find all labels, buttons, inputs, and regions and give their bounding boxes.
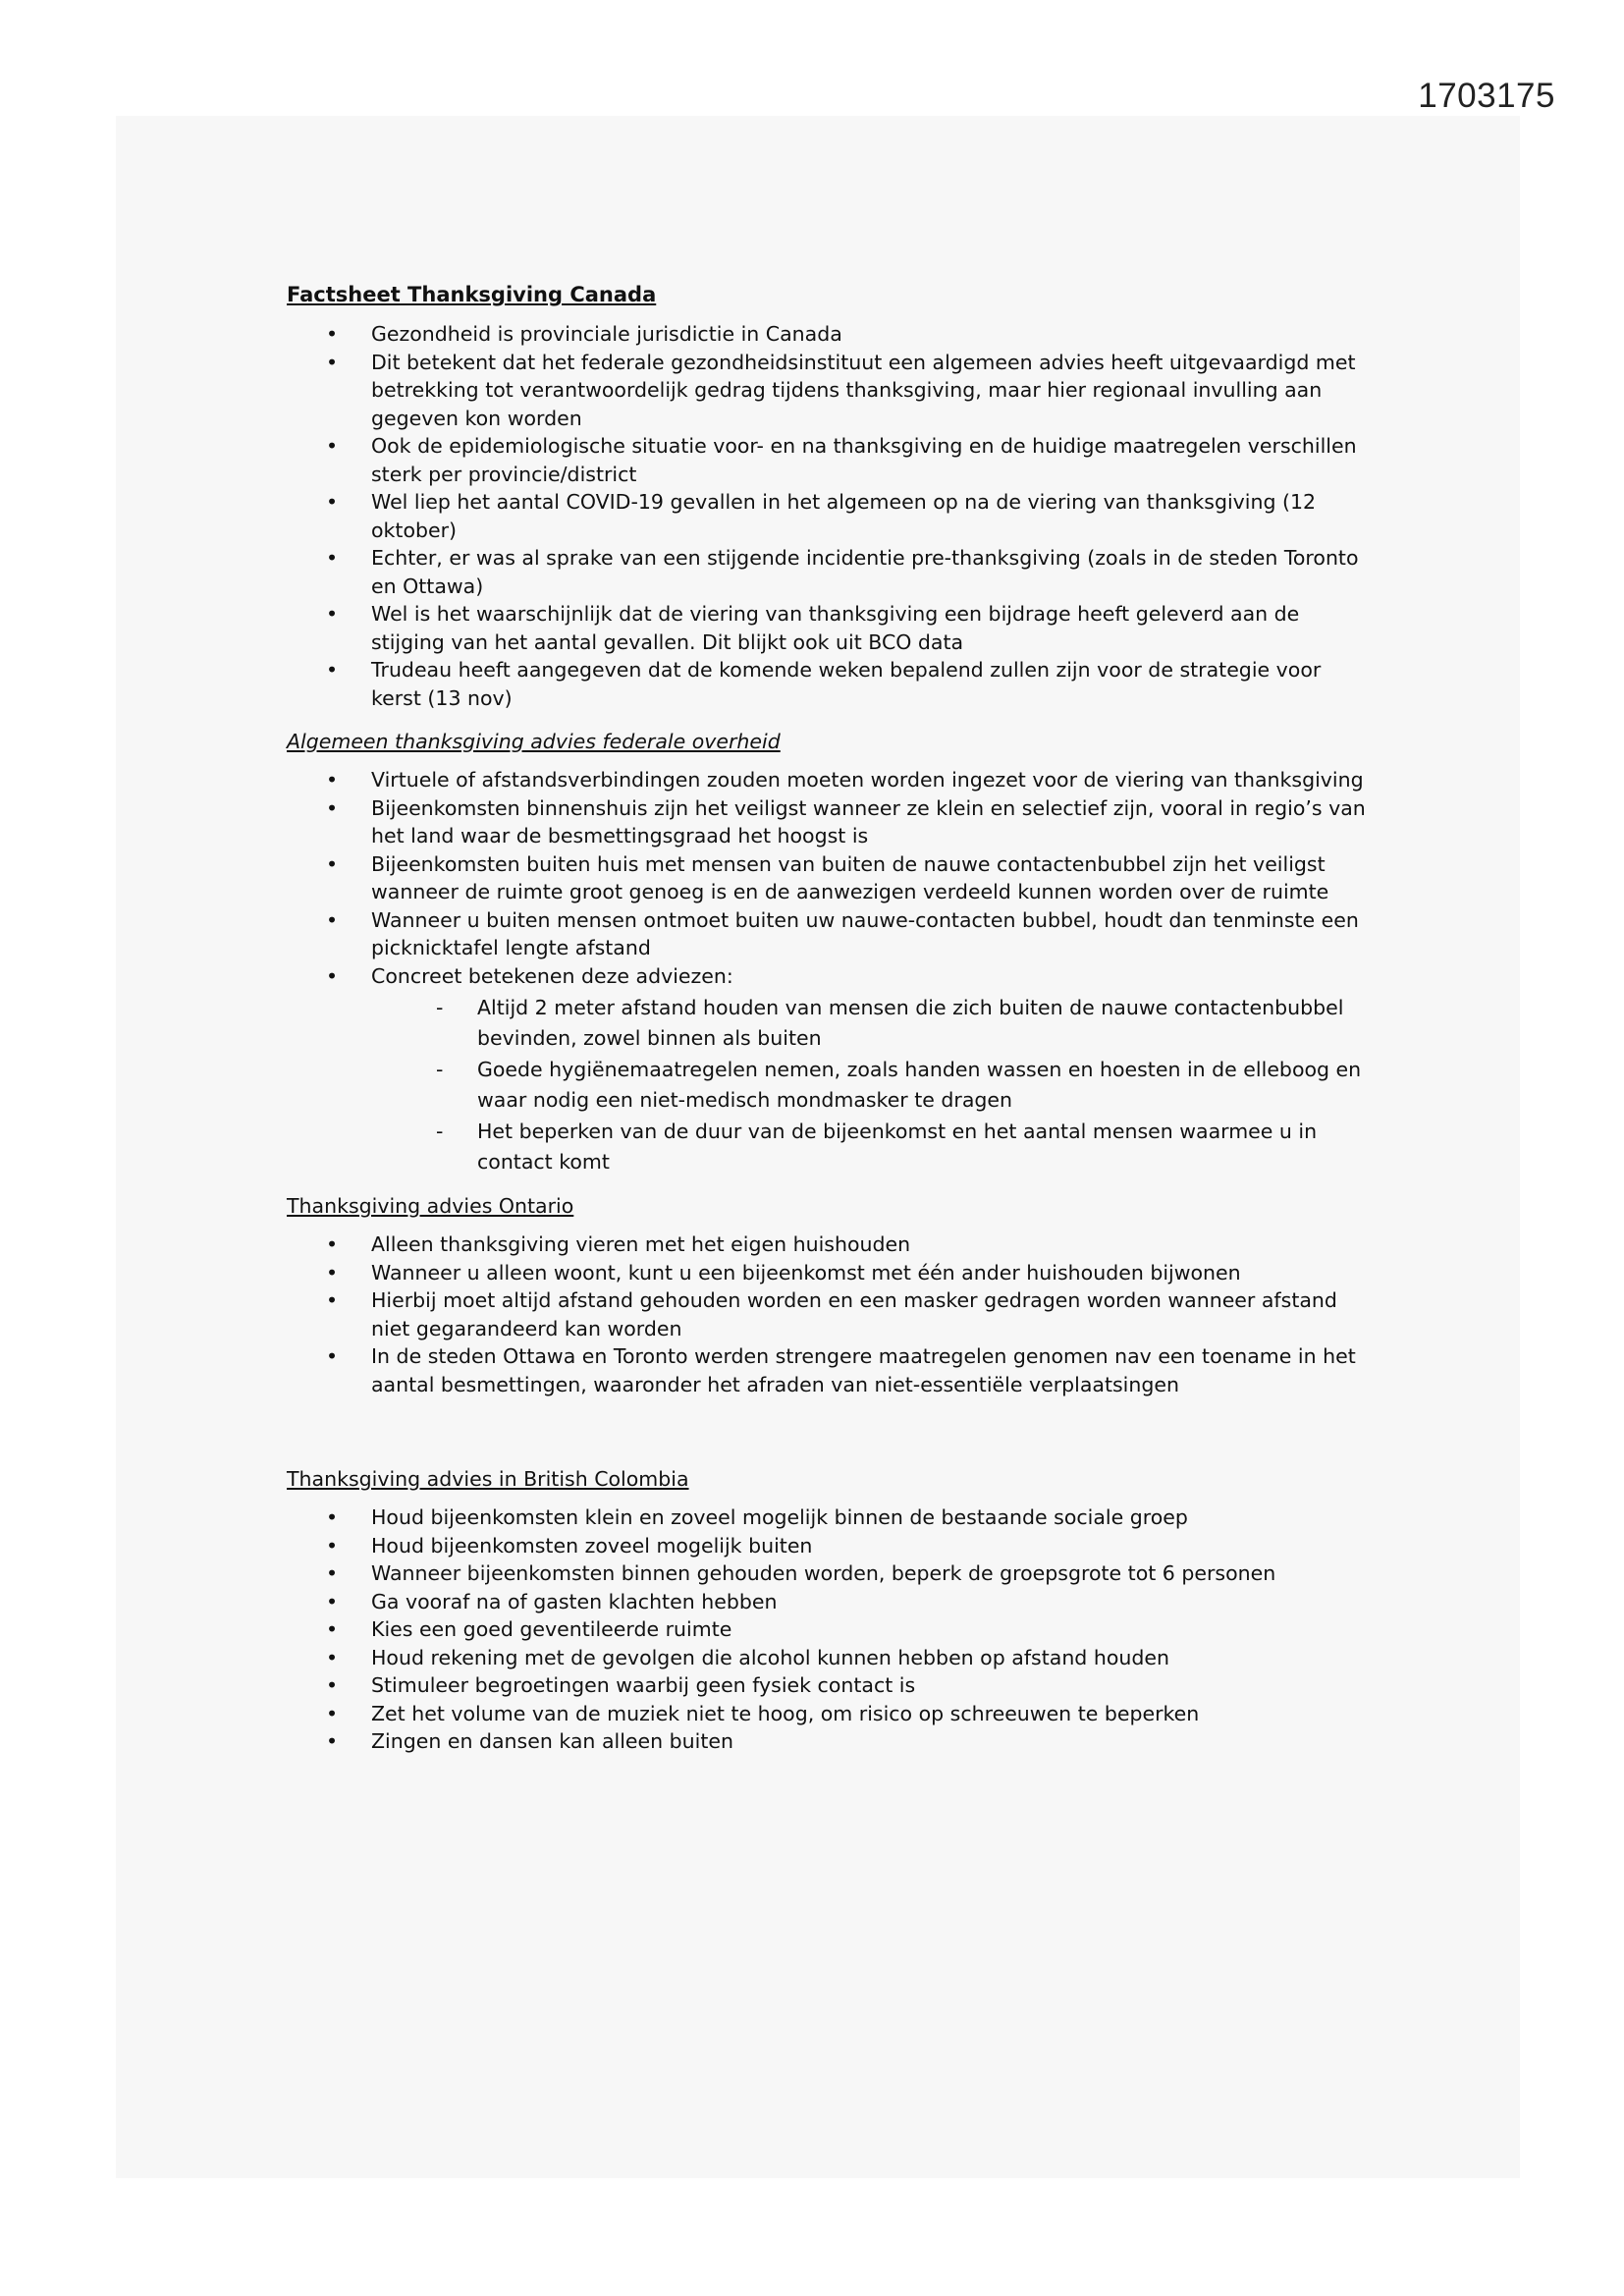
list-item bbox=[287, 1532, 1367, 1560]
section-heading-ontario: Thanksgiving advies Ontario bbox=[287, 1194, 574, 1218]
section-heading-federal: Algemeen thanksgiving advies federale overheid bbox=[287, 730, 781, 753]
list-item-text: Wanneer u buiten mensen ontmoet buiten uw nauwe-contacten bubbel, houdt dan tenminste een picknicktafel lengte afstand bbox=[371, 907, 1359, 959]
list-item-text: Echter, er was al sprake van een stijgende incidentie pre-thanksgiving (zoals in de steden Toronto en Ottawa) bbox=[371, 546, 1359, 598]
bullet-icon: • bbox=[326, 434, 339, 458]
document-title: Factsheet Thanksgiving Canada bbox=[287, 283, 657, 306]
list-item-text: Ook de epidemiologische situatie voor- en na thanksgiving en de huidige maatregelen verschillen sterk per provincie/district bbox=[371, 434, 1357, 486]
list-item bbox=[287, 794, 1367, 850]
document-number: 1703175 bbox=[1418, 77, 1555, 115]
list-item bbox=[287, 850, 1367, 906]
list-item-text: Bijeenkomsten buiten huis met mensen van buiten de nauwe contactenbubbel zijn het veiligst wanneer de ruimte groot genoeg is en de aanwezigen verdeeld kunnen worden over de ruimte bbox=[371, 851, 1329, 903]
bullet-icon: • bbox=[326, 1701, 339, 1725]
list-item-text: Gezondheid is provinciale jurisdictie in Canada bbox=[371, 322, 842, 346]
bullet-icon: • bbox=[326, 322, 339, 346]
british-columbia-bullet-list bbox=[287, 1503, 1367, 1756]
bullet-icon: • bbox=[326, 1561, 339, 1585]
list-item bbox=[287, 1259, 1367, 1287]
list-item-text: Zet het volume van de muziek niet te hoog, om risico op schreeuwen te beperken bbox=[371, 1701, 1200, 1725]
list-item bbox=[287, 1671, 1367, 1700]
list-item bbox=[287, 349, 1367, 433]
bullet-icon: • bbox=[326, 658, 339, 682]
ontario-bullet-list bbox=[287, 1230, 1367, 1398]
sub-list-item bbox=[371, 993, 1367, 1053]
bullet-icon: • bbox=[326, 1729, 339, 1753]
list-item bbox=[287, 1559, 1367, 1588]
list-item bbox=[287, 656, 1367, 712]
list-item-text: Houd bijeenkomsten zoveel mogelijk buiten bbox=[371, 1533, 813, 1558]
list-item bbox=[287, 432, 1367, 488]
dash-icon: - bbox=[436, 1058, 444, 1081]
federal-sub-list bbox=[371, 993, 1367, 1176]
list-item bbox=[287, 1615, 1367, 1644]
bullet-icon: • bbox=[326, 1344, 339, 1368]
bullet-icon: • bbox=[326, 1673, 339, 1697]
list-item-text: Wanneer u alleen woont, kunt u een bijeenkomst met één ander huishouden bijwonen bbox=[371, 1260, 1241, 1285]
list-item bbox=[287, 1342, 1367, 1398]
list-item-text: Virtuele of afstandsverbindingen zouden moeten worden ingezet voor de viering van thanksgiving bbox=[371, 768, 1364, 792]
list-item-text: Wel liep het aantal COVID-19 gevallen in het algemeen op na de viering van thanksgiving (12 oktober) bbox=[371, 490, 1317, 542]
bullet-icon: • bbox=[326, 1260, 339, 1285]
list-item-text: Concreet betekenen deze adviezen: bbox=[371, 963, 733, 988]
list-item bbox=[287, 1588, 1367, 1616]
dash-icon: - bbox=[436, 996, 444, 1019]
list-item bbox=[287, 320, 1367, 349]
bullet-icon: • bbox=[326, 1645, 339, 1669]
section-heading-british-columbia: Thanksgiving advies in British Colombia bbox=[287, 1467, 689, 1491]
list-item-text: Wanneer bijeenkomsten binnen gehouden worden, beperk de groepsgrote tot 6 personen bbox=[371, 1561, 1276, 1585]
sub-list-item bbox=[371, 1117, 1367, 1176]
list-item-text: Wel is het waarschijnlijk dat de viering van thanksgiving een bijdrage heeft geleverd aan de stijging van het aantal gevallen. Dit blijkt ook uit BCO data bbox=[371, 602, 1300, 654]
federal-bullet-list bbox=[287, 766, 1367, 1176]
list-item-text: Dit betekent dat het federale gezondheidsinstituut een algemeen advies heeft uitgevaardigd met betrekking tot verantwoordelijk gedrag tijdens thanksgiving, maar hier regionaal invulling aan gegeven kon worden bbox=[371, 350, 1356, 430]
list-item bbox=[287, 1700, 1367, 1728]
bullet-icon: • bbox=[326, 1589, 339, 1613]
document-body bbox=[287, 283, 1367, 1756]
bullet-icon: • bbox=[326, 1533, 339, 1558]
bullet-icon: • bbox=[326, 963, 339, 988]
list-item bbox=[287, 488, 1367, 544]
list-item-text: In de steden Ottawa en Toronto werden strengere maatregelen genomen nav een toename in het aantal besmettingen, waaronder het afraden van niet-essentiële verplaatsingen bbox=[371, 1344, 1356, 1396]
list-item-text: Ga vooraf na of gasten klachten hebben bbox=[371, 1589, 778, 1613]
list-item-text: Alleen thanksgiving vieren met het eigen huishouden bbox=[371, 1232, 911, 1256]
bullet-icon: • bbox=[326, 851, 339, 876]
list-item bbox=[287, 906, 1367, 962]
bullet-icon: • bbox=[326, 350, 339, 374]
list-item bbox=[287, 962, 1367, 1177]
list-item bbox=[287, 1230, 1367, 1259]
bullet-icon: • bbox=[326, 795, 339, 820]
bullet-icon: • bbox=[326, 602, 339, 626]
list-item bbox=[287, 1727, 1367, 1756]
list-item-text: Hierbij moet altijd afstand gehouden worden en een masker gedragen worden wanneer afstand niet gegarandeerd kan worden bbox=[371, 1288, 1337, 1340]
bullet-icon: • bbox=[326, 1617, 339, 1641]
list-item bbox=[287, 766, 1367, 794]
list-item bbox=[287, 1286, 1367, 1342]
dash-icon: - bbox=[436, 1120, 444, 1143]
list-item bbox=[287, 1503, 1367, 1532]
bullet-icon: • bbox=[326, 1505, 339, 1529]
list-item-text: Houd bijeenkomsten klein en zoveel mogelijk binnen de bestaande sociale groep bbox=[371, 1505, 1188, 1529]
list-item-text: Houd rekening met de gevolgen die alcohol kunnen hebben op afstand houden bbox=[371, 1645, 1169, 1669]
list-item bbox=[287, 1644, 1367, 1672]
list-item-text: Kies een goed geventileerde ruimte bbox=[371, 1617, 732, 1641]
list-item bbox=[287, 544, 1367, 600]
sub-list-item-text: Het beperken van de duur van de bijeenkomst en het aantal mensen waarmee u in contact komt bbox=[477, 1120, 1318, 1174]
list-item-text: Zingen en dansen kan alleen buiten bbox=[371, 1729, 733, 1753]
list-item-text: Bijeenkomsten binnenshuis zijn het veiligst wanneer ze klein en selectief zijn, vooral in regio’s van het land waar de besmettingsgraad het hoogst is bbox=[371, 795, 1366, 847]
sub-list-item-text: Altijd 2 meter afstand houden van mensen die zich buiten de nauwe contactenbubbel bevinden, zowel binnen als buiten bbox=[477, 996, 1344, 1050]
bullet-icon: • bbox=[326, 768, 339, 792]
bullet-icon: • bbox=[326, 490, 339, 514]
sub-list-item bbox=[371, 1055, 1367, 1115]
bullet-icon: • bbox=[326, 1288, 339, 1312]
list-item bbox=[287, 600, 1367, 656]
sub-list-item-text: Goede hygiënemaatregelen nemen, zoals handen wassen en hoesten in de elleboog en waar nodig een niet-medisch mondmasker te dragen bbox=[477, 1058, 1362, 1112]
bullet-icon: • bbox=[326, 1232, 339, 1256]
list-item-text: Trudeau heeft aangegeven dat de komende weken bepalend zullen zijn voor de strategie voor kerst (13 nov) bbox=[371, 658, 1322, 710]
intro-bullet-list bbox=[287, 320, 1367, 712]
list-item-text: Stimuleer begroetingen waarbij geen fysiek contact is bbox=[371, 1673, 916, 1697]
bullet-icon: • bbox=[326, 907, 339, 932]
bullet-icon: • bbox=[326, 546, 339, 570]
